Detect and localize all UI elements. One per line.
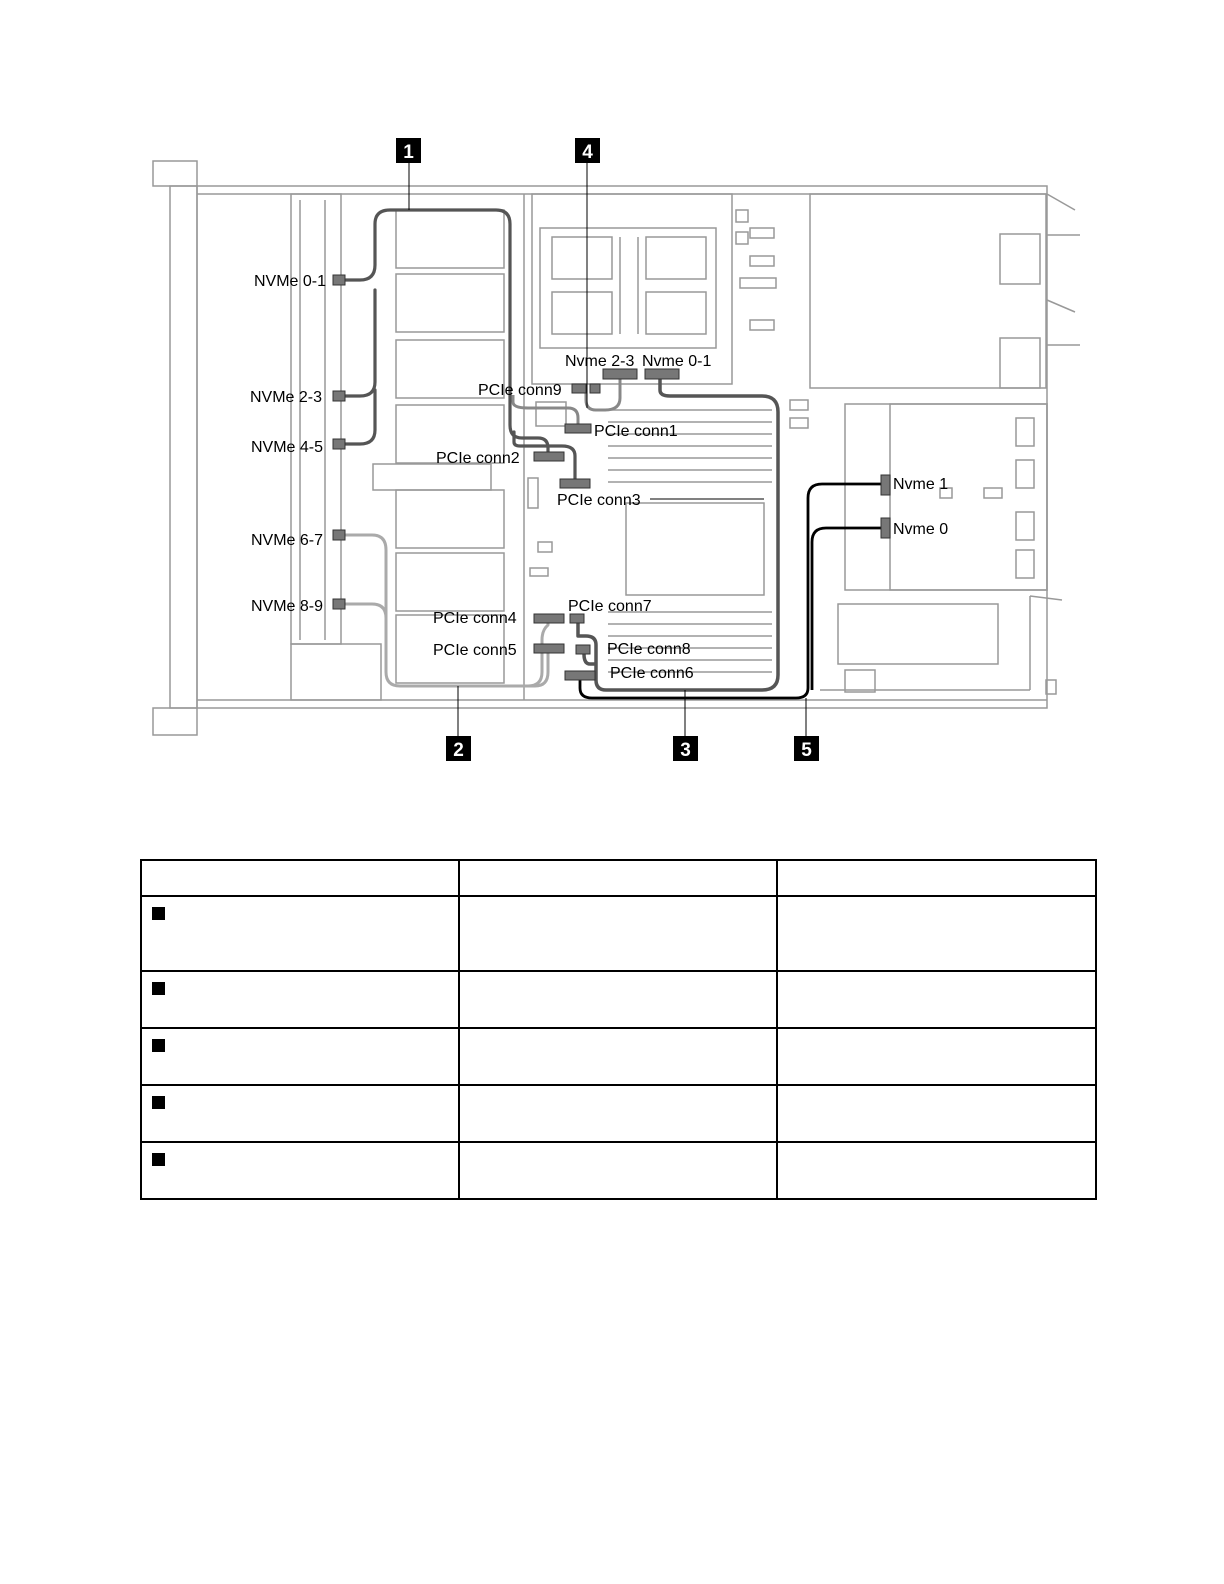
connector-pcie-conn9b	[590, 384, 600, 393]
connector-pcie-conn7	[570, 614, 584, 623]
drive-backplane	[291, 194, 341, 644]
processor-heatsink	[540, 228, 716, 348]
table-cell-callout	[141, 1028, 459, 1085]
connector-nvme-0-1-mb	[645, 369, 679, 379]
chassis-front-bezel	[170, 186, 197, 708]
label-nvme-2-3-mb: Nvme 2-3	[565, 353, 635, 370]
memory-slots-upper	[608, 410, 772, 482]
connector-nvme-8-9-bp	[333, 599, 345, 609]
callout-2-marker-icon	[152, 982, 165, 995]
label-pcie-conn6: PCIe conn6	[610, 665, 694, 682]
connector-pcie-conn8	[576, 645, 590, 654]
label-pcie-conn5: PCIe conn5	[433, 642, 517, 659]
label-pcie-conn4: PCIe conn4	[433, 610, 517, 627]
connector-nvme-6-7-bp	[333, 530, 345, 540]
connector-pcie-conn4	[534, 614, 564, 623]
label-nvme-0-rear: Nvme 0	[893, 521, 949, 538]
connector-pcie-conn6	[565, 671, 595, 680]
svg-text:5: 5	[801, 740, 812, 761]
connector-nvme-2-3-mb	[603, 369, 637, 379]
svg-text:1: 1	[403, 142, 414, 163]
table-row	[141, 1028, 1096, 1085]
label-pcie-conn8: PCIe conn8	[607, 641, 691, 658]
table-cell	[777, 971, 1096, 1028]
table-cell-callout	[141, 1085, 459, 1142]
label-nvme-6-7-bp: NVMe 6-7	[251, 532, 324, 549]
table-header-cell	[141, 860, 459, 896]
callout-4-marker-icon	[152, 1096, 165, 1109]
label-nvme-8-9-bp: NVMe 8-9	[251, 598, 324, 615]
table-row	[141, 971, 1096, 1028]
power-supply-bay	[810, 194, 1046, 388]
fan-2	[396, 274, 504, 332]
callout-3	[673, 736, 698, 761]
callout-5	[794, 736, 819, 761]
connector-nvme-2-3-bp	[333, 391, 345, 401]
table-header-row	[141, 860, 1096, 896]
fan-5	[396, 490, 504, 548]
cable-table	[140, 859, 1097, 1200]
table-cell	[777, 1142, 1096, 1199]
label-nvme-0-1-mb: Nvme 0-1	[642, 353, 712, 370]
callout-1	[396, 138, 421, 163]
connector-nvme-1-rear	[881, 475, 890, 495]
chassis-front-bezel-top	[153, 161, 197, 186]
callout-5-marker-icon	[152, 1153, 165, 1166]
connector-pcie-conn2	[534, 452, 564, 461]
table-cell	[459, 896, 777, 971]
label-pcie-conn1: PCIe conn1	[594, 423, 678, 440]
riser-card	[838, 604, 998, 664]
label-nvme-0-1-bp: NVMe 0-1	[254, 273, 327, 290]
connector-pcie-conn9	[572, 384, 586, 393]
table-cell-callout	[141, 1142, 459, 1199]
callout-2	[446, 736, 471, 761]
table-cell	[459, 971, 777, 1028]
label-nvme-1-rear: Nvme 1	[893, 476, 949, 493]
table-row	[141, 896, 1096, 971]
connector-pcie-conn1	[565, 424, 591, 433]
table-header-cell	[459, 860, 777, 896]
table-cell	[777, 1085, 1096, 1142]
table-cell	[459, 1085, 777, 1142]
connector-pcie-conn5	[534, 644, 564, 653]
label-pcie-conn9: PCIe conn9	[478, 382, 562, 399]
table-row	[141, 1085, 1096, 1142]
label-nvme-4-5-bp: NVMe 4-5	[251, 439, 324, 456]
callout-3-marker-icon	[152, 1039, 165, 1052]
label-nvme-2-3-bp: NVMe 2-3	[250, 389, 323, 406]
table-row	[141, 1142, 1096, 1199]
svg-text:4: 4	[582, 142, 593, 163]
table-cell	[777, 1028, 1096, 1085]
table-cell	[777, 896, 1096, 971]
connector-nvme-0-rear	[881, 518, 890, 538]
connector-nvme-4-5-bp	[333, 439, 345, 449]
fan-6	[396, 553, 504, 611]
table-cell	[459, 1028, 777, 1085]
label-pcie-conn7: PCIe conn7	[568, 598, 652, 615]
svg-text:2: 2	[453, 740, 464, 761]
table-header-cell	[777, 860, 1096, 896]
label-pcie-conn2: PCIe conn2	[436, 450, 520, 467]
callout-4	[575, 138, 600, 163]
connector-nvme-0-1-bp	[333, 275, 345, 285]
table-cell-callout	[141, 971, 459, 1028]
table-cell-callout	[141, 896, 459, 971]
callout-1-marker-icon	[152, 907, 165, 920]
connectors	[333, 275, 890, 680]
table-cell	[459, 1142, 777, 1199]
svg-text:3: 3	[680, 740, 691, 761]
chassis-front-bezel-bottom	[153, 708, 197, 735]
fan-1	[396, 210, 504, 268]
processor-2-area	[626, 503, 764, 595]
label-pcie-conn3: PCIe conn3	[557, 492, 641, 509]
connector-pcie-conn3	[560, 479, 590, 488]
